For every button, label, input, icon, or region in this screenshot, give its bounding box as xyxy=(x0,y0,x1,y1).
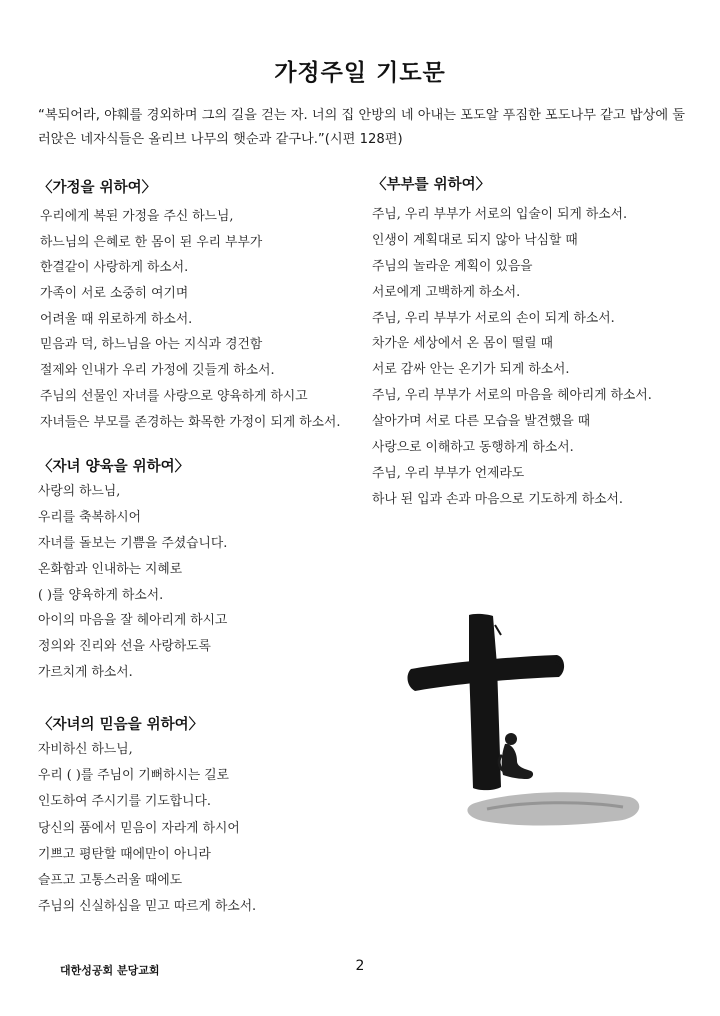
prayer-line: 우리 ( )를 주님이 기뻐하시는 길로 xyxy=(38,768,230,784)
prayer-line: 하느님의 은혜로 한 몸이 된 우리 부부가 xyxy=(40,234,263,250)
prayer-lines-faith xyxy=(38,737,256,920)
section-heading-couple: 〈부부를 위하여〉 xyxy=(372,177,491,193)
page-title: 가정주일 기도문 xyxy=(274,60,446,86)
prayer-line: 자녀들은 부모를 존경하는 화목한 가정이 되게 하소서. xyxy=(40,414,341,430)
prayer-line: 주님, 우리 부부가 서로의 마음을 헤아리게 하소서. xyxy=(372,388,652,404)
prayer-line: 주님의 신실하심을 믿고 따르게 하소서. xyxy=(38,899,257,915)
prayer-line: 인도하여 주시기를 기도합니다. xyxy=(38,794,211,810)
cross-illustration xyxy=(405,605,675,845)
section-faith xyxy=(38,713,256,920)
section-couple xyxy=(372,173,652,513)
prayer-line: 주님, 우리 부부가 언제라도 xyxy=(372,465,525,481)
prayer-line: 사랑의 하느님, xyxy=(38,484,121,499)
scripture-quote: “복되어라, 야훼를 경외하며 그의 길을 걷는 자. 너의 집 안방의 네 아내는 포도알 푸짐한 포도나무 같고 밥상에 둘러앉은 네자식들은 올리브 나무의 햇순과 같구나.”(시편 128편) xyxy=(38,108,685,147)
prayer-line: 정의와 진리와 선을 사랑하도록 xyxy=(38,639,211,655)
prayer-lines-family xyxy=(38,204,340,435)
prayer-line: 절제와 인내가 우리 가정에 깃들게 하소서. xyxy=(40,363,275,379)
prayer-lines-children xyxy=(38,479,227,686)
prayer-line: 주님, 우리 부부가 서로의 손이 되게 하소서. xyxy=(372,310,615,326)
prayer-line: 하나 된 입과 손과 마음으로 기도하게 하소서. xyxy=(372,491,623,507)
prayer-line: 자녀를 돌보는 기쁨을 주셨습니다. xyxy=(38,535,228,551)
page-number: 2 xyxy=(355,958,365,974)
church-name: 대한성공회 분당교회 xyxy=(60,964,160,977)
prayer-line: 사랑으로 이해하고 동행하게 하소서. xyxy=(372,440,574,456)
section-heading-children: 〈자녀 양육을 위하여〉 xyxy=(38,459,190,475)
prayer-line: 슬프고 고통스러울 때에도 xyxy=(38,872,183,888)
cross-with-kneeling-figure-icon xyxy=(405,605,675,845)
prayer-line: 아이의 마음을 잘 헤아리게 하시고 xyxy=(38,613,228,629)
prayer-line: 온화함과 인내하는 지혜로 xyxy=(38,561,183,577)
section-heading-faith: 〈자녀의 믿음을 위하여〉 xyxy=(38,717,204,733)
prayer-line: 어려울 때 위로하게 하소서. xyxy=(40,311,193,327)
section-children xyxy=(38,455,227,686)
prayer-line: 인생이 계획대로 되지 않아 낙심할 때 xyxy=(372,232,578,248)
prayer-line: 자비하신 하느님, xyxy=(38,742,133,757)
prayer-line: 당신의 품에서 믿음이 자라게 하시어 xyxy=(38,820,240,836)
prayer-line: 주님의 놀라운 계획이 있음을 xyxy=(372,258,533,274)
prayer-line: 주님, 우리 부부가 서로의 입술이 되게 하소서. xyxy=(372,207,628,222)
prayer-line: 차가운 세상에서 온 몸이 떨릴 때 xyxy=(372,336,554,352)
prayer-line: 가르치게 하소서. xyxy=(38,665,133,681)
prayer-line: 우리를 축복하시어 xyxy=(38,509,141,525)
prayer-line: 가족이 서로 소중히 여기며 xyxy=(40,286,189,302)
prayer-line: 서로에게 고백하게 하소서. xyxy=(372,284,521,300)
prayer-line: 기쁘고 평탄할 때에만이 아니라 xyxy=(38,846,211,862)
section-heading-family: 〈가정을 위하여〉 xyxy=(38,180,157,196)
section-family xyxy=(38,176,340,435)
prayer-line: 살아가며 서로 다른 모습을 발견했을 때 xyxy=(372,414,591,430)
prayer-line: 서로 감싸 안는 온기가 되게 하소서. xyxy=(372,362,570,378)
prayer-line: 주님의 선물인 자녀를 사랑으로 양육하게 하시고 xyxy=(40,388,308,404)
prayer-lines-couple xyxy=(372,202,652,513)
prayer-line: 우리에게 복된 가정을 주신 하느님, xyxy=(40,209,234,224)
prayer-line: 한결같이 사랑하게 하소서. xyxy=(40,260,189,276)
prayer-line: ( )를 양육하게 하소서. xyxy=(38,587,164,603)
prayer-line: 믿음과 덕, 하느님을 아는 지식과 경건함 xyxy=(40,337,263,353)
